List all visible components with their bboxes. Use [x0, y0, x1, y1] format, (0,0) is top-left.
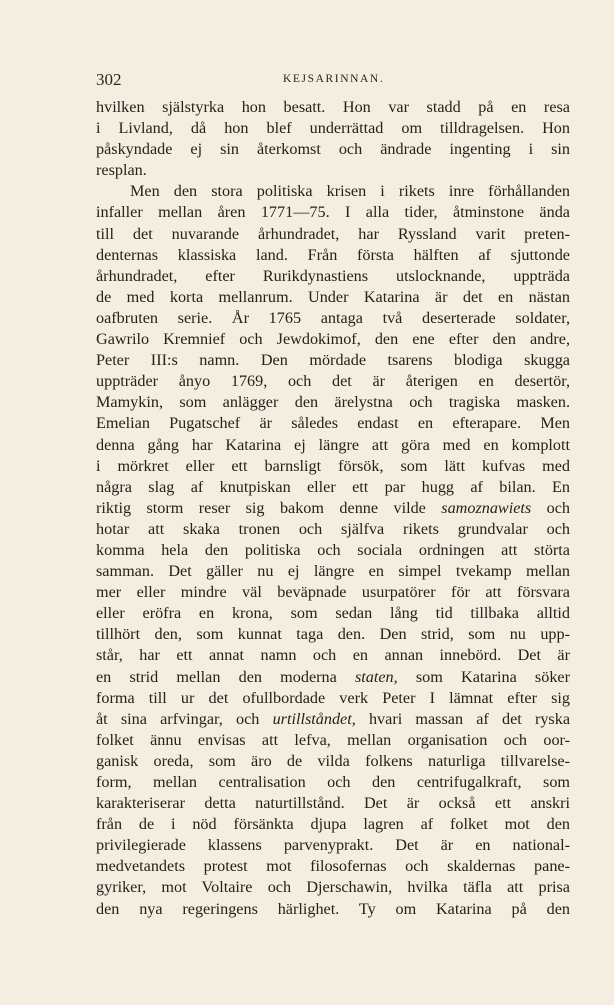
running-title: KEJSARINNAN. [283, 73, 385, 85]
text-line: denna gång har Katarina ej längre att göra med en komplott [96, 435, 570, 454]
text-line: Emelian Pugatschef är således endast en efterapare. Men [96, 414, 570, 433]
text-segment: hvari massan af det ryska [355, 709, 571, 728]
text-line: den nya regeringens härlighet. Ty om Katarina på den [96, 899, 570, 918]
text-line [96, 498, 570, 519]
text-line: medvetandets protest mot filosofernas och skaldernas pane- [96, 857, 570, 876]
italic-term: samoznawiets [441, 498, 532, 517]
page-header [96, 70, 570, 92]
text-line: komma hela den politiska och sociala ordningen att störta [96, 540, 570, 559]
text-segment: åt sina arfvingar, och [96, 709, 273, 728]
text-line: forma till ur det ofullbordade verk Peter I lämnat efter sig [96, 688, 570, 707]
text-line: till det nuvarande århundradet, har Ryssland varit preten- [96, 224, 570, 243]
text-line: Peter III:s namn. Den mördade tsarens blodiga skugga [96, 351, 570, 370]
text-line: århundradet, efter Rurikdynastiens utslocknande, uppträda [96, 266, 570, 285]
page-number: 302 [96, 70, 122, 89]
text-line: uppträder ånyo 1769, och det är återigen en desertör, [96, 372, 570, 391]
text-line: några slag af knutpiskan eller ett par hugg af bilan. En [96, 477, 570, 496]
text-line: samman. Det gäller nu ej längre en simpel tvekamp mellan [96, 562, 570, 581]
text-line: de med korta mellanrum. Under Katarina är det en nästan [96, 287, 570, 306]
text-line: eller eröfra en krona, som sedan lång tid tillbaka alltid [96, 604, 570, 623]
italic-term: urtillståndet, [272, 709, 356, 728]
text-line: Gawrilo Kremnief och Jewdokimof, den ene efter den andre, [96, 330, 570, 349]
text-line: Mamykin, som anlägger den ärelystna och tragiska masken. [96, 393, 570, 412]
text-line: privilegierade klassens parvenyprakt. Det är en national- [96, 836, 570, 855]
text-line: från de i nöd försänkta djupa lagren af folket mot den [96, 815, 570, 834]
text-line: tillhört den, som kunnat taga den. Den strid, som nu upp- [96, 625, 570, 644]
text-segment: riktig storm reser sig bakom denne vilde [96, 498, 442, 517]
text-line: oafbruten serie. År 1765 antaga två deserterade soldater, [96, 308, 570, 327]
text-line: i mörkret eller ett barnsligt försök, som lätt kufvas med [96, 456, 570, 475]
text-line: form, mellan centralisation och den centrifugalkraft, som [96, 773, 570, 791]
text-line: denternas klassiska land. Från första hälften af sjuttonde [96, 245, 570, 264]
text-line: folket ännu envisas att lefva, mellan organisation och oor- [96, 730, 570, 749]
text-segment: en strid mellan den moderna [96, 667, 355, 686]
text-line: mer eller mindre väl beväpnade usurpatörer för att försvara [96, 583, 570, 602]
text-line [96, 709, 570, 730]
text-line [96, 667, 570, 688]
text-line: infaller mellan åren 1771—75. I alla tider, åtminstone ända [96, 203, 570, 222]
text-line: påskyndade ej sin återkomst och ändrade ingenting i sin [96, 140, 570, 159]
text-line: står, har ett annat namn och en annan innebörd. Det är [96, 646, 570, 665]
text-line: hvilken själstyrka hon besatt. Hon var stadd på en resa [96, 98, 570, 116]
text-line: karakteriserar detta naturtillstånd. Det är också ett anskri [96, 794, 570, 813]
text-line: resplan. [96, 161, 147, 180]
text-line: hotar att skaka tronen och själfva rikets grundvalar och [96, 519, 570, 538]
text-segment: som Katarina söker [397, 667, 570, 686]
text-line: gyriker, mot Voltaire och Djerschawin, hvilka täfla att prisa [96, 878, 570, 897]
text-segment: och [531, 498, 571, 517]
text-line: ganisk oreda, som äro de vilda folkens naturliga tillvarelse- [96, 751, 570, 770]
body-text [96, 97, 570, 920]
italic-term: staten, [354, 667, 398, 686]
text-line: i Livland, då hon blef underrättad om tilldragelsen. Hon [96, 119, 570, 138]
text-line: Men den stora politiska krisen i rikets inre förhållanden [130, 182, 570, 201]
